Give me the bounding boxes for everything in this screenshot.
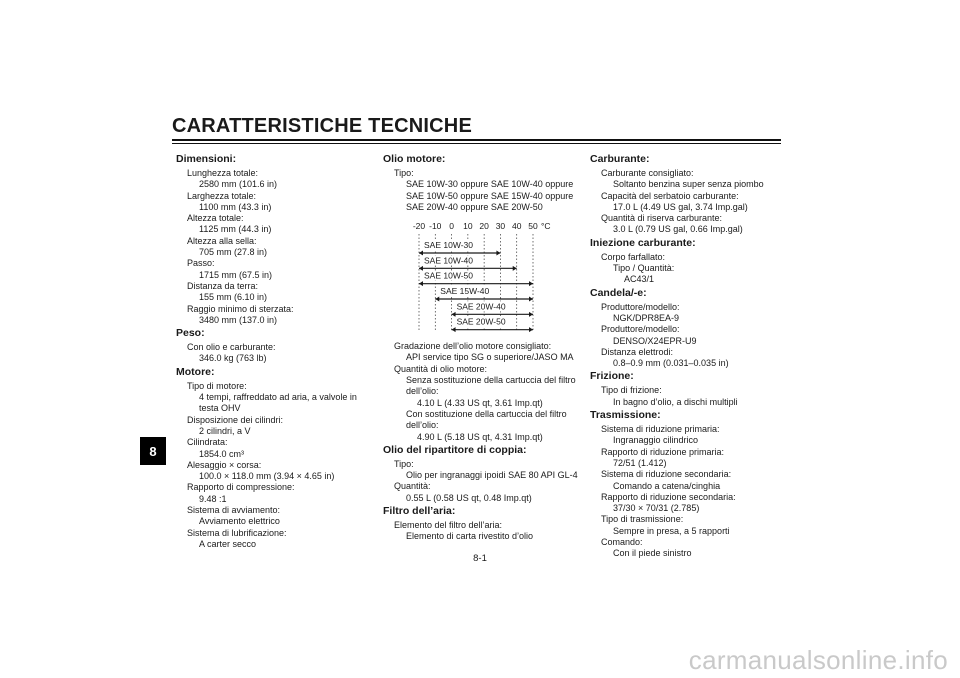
spec-label: Elemento del filtro dell’aria: <box>394 520 503 531</box>
spec-value: Comando a catena/cinghia <box>613 480 721 491</box>
spec-label: Tipo: <box>394 458 414 469</box>
spec-value: Elemento di carta rivestito d’olio <box>406 531 534 542</box>
spec-value: 17.0 L (4.49 US gal, 3.74 Imp.gal) <box>613 201 748 212</box>
spec-value: Ingranaggio cilindrico <box>613 435 699 446</box>
oil-viscosity-chart-svg <box>383 219 588 337</box>
spec-label: Quantità: <box>394 481 431 492</box>
column-right <box>590 152 780 560</box>
spec-value: API service tipo SG o superiore/JASO MA <box>406 352 574 363</box>
spec-value: 4.90 L (5.18 US qt, 4.31 Imp.qt) <box>417 431 543 442</box>
spec-label: dell’olio: <box>406 420 439 431</box>
chart-tick-label: -20 <box>412 221 426 232</box>
engine-oil-heading: Olio motore: <box>383 153 446 165</box>
weight-heading: Peso: <box>176 327 205 340</box>
spec-value: 1100 mm (43.3 in) <box>199 201 272 212</box>
spec-label: Comando: <box>601 537 643 548</box>
chart-range-arrow-right <box>529 281 533 286</box>
spec-label: Larghezza totale: <box>187 190 257 201</box>
spec-value: 37/30 × 70/31 (2.785) <box>613 503 700 514</box>
spec-value: AC43/1 <box>624 274 655 285</box>
spec-value: Sempre in presa, a 5 rapporti <box>613 525 730 536</box>
spec-label: Quantità di riserva carburante: <box>601 213 723 224</box>
chart-series-label: SAE 10W-50 <box>424 270 473 281</box>
chart-range-arrow-right <box>529 327 533 332</box>
spec-value: In bagno d’olio, a dischi multipli <box>613 396 738 407</box>
spec-label: Altezza alla sella: <box>187 235 257 246</box>
spec-label: Quantità di olio motore: <box>394 363 488 374</box>
chart-tick-label: 50 <box>528 221 538 232</box>
chart-series-label: SAE 15W-40 <box>440 286 490 297</box>
spec-label: Rapporto di riduzione secondaria: <box>601 491 736 502</box>
spec-label: Sistema di lubrificazione: <box>187 527 287 538</box>
chart-range-arrow-right <box>529 312 533 317</box>
spec-label: Tipo di frizione: <box>601 385 662 396</box>
spec-label: Gradazione dell’olio motore consigliato: <box>394 341 552 352</box>
spec-value: Olio per ingranaggi ipoidi SAE 80 API GL-4 <box>406 470 578 481</box>
spec-value: 155 mm (6.10 in) <box>199 292 268 303</box>
spec-label: Raggio minimo di sterzata: <box>187 303 294 314</box>
spec-label: Rapporto di compressione: <box>187 482 295 493</box>
title-rule-thin <box>172 143 781 144</box>
chart-unit-label: °C <box>541 221 551 232</box>
fuel-injection-heading: Iniezione carburante: <box>590 236 696 249</box>
spec-label: Rapporto di riduzione primaria: <box>601 446 725 457</box>
spec-label: Con olio e carburante: <box>187 342 276 353</box>
spec-value: 4.10 L (4.33 US qt, 3.61 Imp.qt) <box>417 397 543 408</box>
spec-value: 1854.0 cm³ <box>199 448 245 459</box>
spec-value: 346.0 kg (763 lb) <box>199 353 267 364</box>
spec-value: 0.55 L (0.58 US qt, 0.48 Imp.qt) <box>406 492 532 503</box>
spec-label: Distanza da terra: <box>187 280 259 291</box>
chart-series-label: SAE 10W-40 <box>424 255 473 266</box>
page-title: CARATTERISTICHE TECNICHE <box>172 115 472 137</box>
spark-plug-heading: Candela/-e: <box>590 286 647 299</box>
spec-label: Lunghezza totale: <box>187 168 259 178</box>
dimensions-heading: Dimensioni: <box>176 153 237 165</box>
spec-label: Sistema di avviamento: <box>187 505 281 516</box>
spec-label: Corpo farfallato: <box>601 251 666 262</box>
spec-label: Capacità del serbatoio carburante: <box>601 190 739 201</box>
chart-tick-label: 40 <box>511 221 522 232</box>
spec-label: dell’olio: <box>406 386 439 397</box>
spec-label: Disposizione dei cilindri: <box>187 414 284 425</box>
spec-label: Tipo / Quantità: <box>613 263 675 274</box>
spec-value: Avviamento elettrico <box>199 516 280 527</box>
air-filter-heading: Filtro dell’aria: <box>383 505 456 518</box>
spec-label: Alesaggio × corsa: <box>187 459 262 470</box>
spec-value: 0.8–0.9 mm (0.031–0.035 in) <box>613 358 729 369</box>
spec-label: Sistema di riduzione secondaria: <box>601 469 732 480</box>
chart-range-arrow-left <box>452 327 456 332</box>
spec-value: NGK/DPR8EA-9 <box>613 312 680 323</box>
chart-range-arrow-left <box>435 297 439 302</box>
spec-value: 1125 mm (44.3 in) <box>199 224 272 235</box>
spec-label: Tipo: <box>394 168 414 178</box>
spec-label: Passo: <box>187 258 215 269</box>
spec-value: 705 mm (27.8 in) <box>199 247 268 258</box>
fuel-heading: Carburante: <box>590 153 650 165</box>
spec-label: Senza sostituzione della cartuccia del filtro <box>406 375 576 386</box>
spec-value: 72/51 (1.412) <box>613 457 667 468</box>
chart-tick-label: 0 <box>449 221 454 232</box>
column-middle <box>383 152 588 543</box>
spec-label: Sistema di riduzione primaria: <box>601 424 720 435</box>
spec-value: 4 tempi, raffreddato ad aria, a valvole in <box>199 392 357 403</box>
chart-range-arrow-left <box>419 251 423 256</box>
spec-label: Cilindrata: <box>187 437 228 448</box>
chart-range-arrow-right <box>513 266 517 271</box>
spec-value: 2 cilindri, a V <box>199 425 251 436</box>
spec-value: 3480 mm (137.0 in) <box>199 314 278 325</box>
spec-label: Produttore/modello: <box>601 324 680 335</box>
spec-label: Carburante consigliato: <box>601 168 694 178</box>
spec-value: 3.0 L (0.79 US gal, 0.66 Imp.gal) <box>613 224 743 235</box>
spec-label: Produttore/modello: <box>601 301 680 312</box>
spec-value: 100.0 × 118.0 mm (3.94 × 4.65 in) <box>199 471 335 482</box>
chart-range-arrow-left <box>419 281 423 286</box>
spec-value: Soltanto benzina super senza piombo <box>613 179 764 190</box>
spec-value: SAE 10W-50 oppure SAE 15W-40 oppure <box>406 190 574 201</box>
chart-range-arrow-left <box>452 312 456 317</box>
chart-tick-label: 30 <box>495 221 506 232</box>
chart-series-label: SAE 20W-50 <box>456 316 506 327</box>
spec-value: testa OHV <box>199 403 241 414</box>
spec-label: Con sostituzione della cartuccia del filtro <box>406 408 567 419</box>
page-number: 8-1 <box>473 553 487 564</box>
section-tab: 8 <box>140 437 166 465</box>
chart-tick-label: 10 <box>463 221 473 232</box>
final-gear-oil-heading: Olio del ripartitore di coppia: <box>383 443 527 456</box>
spec-value: SAE 10W-30 oppure SAE 10W-40 oppure <box>406 179 574 190</box>
spec-value: A carter secco <box>199 538 257 549</box>
chart-series-label: SAE 20W-40 <box>456 301 506 312</box>
oil-viscosity-chart <box>383 219 588 337</box>
spec-label: Tipo di motore: <box>187 380 247 391</box>
chart-tick-label: -10 <box>429 221 442 232</box>
chart-series-label: SAE 10W-30 <box>424 240 473 251</box>
spec-label: Distanza elettrodi: <box>601 346 674 357</box>
chart-range-arrow-left <box>419 266 423 271</box>
chart-tick-label: 20 <box>479 221 489 232</box>
spec-value: Con il piede sinistro <box>613 548 692 559</box>
spec-value: DENSO/X24EPR-U9 <box>613 335 697 346</box>
spec-value: 9.48 :1 <box>199 493 227 504</box>
spec-label: Altezza totale: <box>187 213 244 224</box>
title-rule-thick <box>172 139 781 141</box>
spec-value: 1715 mm (67.5 in) <box>199 269 273 280</box>
spec-label: Tipo di trasmissione: <box>601 514 684 525</box>
chart-range-arrow-right <box>529 297 533 302</box>
chart-range-arrow-right <box>496 251 500 256</box>
column-left <box>176 152 366 550</box>
spec-value: 2580 mm (101.6 in) <box>199 179 278 190</box>
transmission-heading: Trasmissione: <box>590 409 661 422</box>
clutch-heading: Frizione: <box>590 370 634 383</box>
spec-value: SAE 20W-40 oppure SAE 20W-50 <box>406 201 543 212</box>
watermark: carmanualsonline.info <box>688 645 948 675</box>
engine-heading: Motore: <box>176 365 215 378</box>
